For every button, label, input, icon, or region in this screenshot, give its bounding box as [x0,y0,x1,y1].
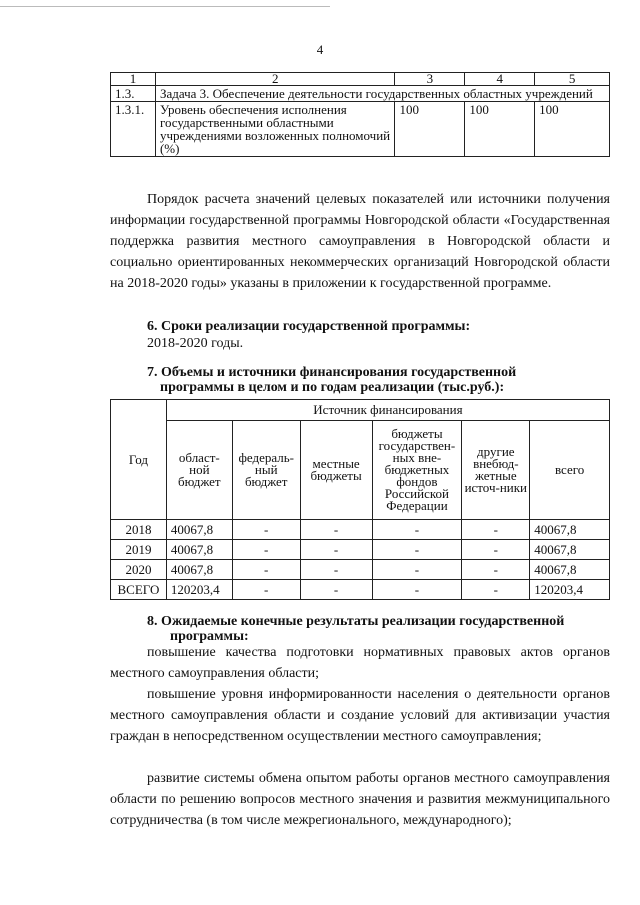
column-header-funds: бюджеты государствен-ных вне-бюджетных фондов Российской Федерации [372,421,462,520]
column-header-total: всего [530,421,610,520]
table-row [111,102,610,157]
other-cell: - [462,580,530,600]
value-2018: 100 [395,102,465,157]
total-cell: 40067,8 [530,520,610,540]
other-cell: - [462,540,530,560]
table-row-total [111,580,610,600]
total-cell: 40067,8 [530,560,610,580]
year-cell: 2019 [111,540,167,560]
table-row [111,520,610,540]
funds-cell: - [372,540,462,560]
table-row [111,86,610,102]
local-cell: - [300,580,372,600]
source-header: Источник финансирования [166,400,609,421]
section6-text: 2018-2020 годы. [147,336,244,351]
task-text: Задача 3. Обеспечение деятельности государственных областных учреждений [155,86,609,102]
section6-heading: 6. Сроки реализации государственной программы: [147,319,471,334]
header-cell: 3 [395,73,465,86]
row-number: 1.3.1. [111,102,156,157]
total-cell: 120203,4 [530,580,610,600]
regional-cell: 40067,8 [166,540,232,560]
column-header-other: другие внебюд-жетные источ-ники [462,421,530,520]
header-cell: 4 [465,73,535,86]
scan-top-line [0,6,330,7]
local-cell: - [300,520,372,540]
regional-cell: 120203,4 [166,580,232,600]
header-cell: 2 [155,73,395,86]
result-item: повышение качества подготовки нормативных правовых актов органов местного самоуправления области; [110,645,610,681]
section7-heading-line2: программы в целом и по годам реализации (тыс.руб.): [160,380,505,395]
column-header-regional: област-ной бюджет [166,421,232,520]
column-header-local: местные бюджеты [300,421,372,520]
regional-cell: 40067,8 [166,520,232,540]
other-cell: - [462,560,530,580]
section8-heading-line2: программы: [170,629,249,644]
local-cell: - [300,540,372,560]
funds-cell: - [372,560,462,580]
funds-cell: - [372,520,462,540]
year-cell: 2018 [111,520,167,540]
header-cell: 1 [111,73,156,86]
result-item: повышение уровня информированности населения о деятельности органов местного самоуправления области и создание условий для активизации участия граждан в непосредственном осуществлении местного самоуправления; [110,687,610,744]
paragraph-calculation-order: Порядок расчета значений целевых показателей или источники получения информации государственной программы Новгородской области «Государственная поддержка развития местного самоуправления в Новгородской области и социально ориентированных некоммерческих организаций Новгородской области на 2018-2020 годы» указаны в приложении к государственной программе. [110,192,610,291]
table-row [111,540,610,560]
indicators-table [110,72,610,157]
total-cell: 40067,8 [530,540,610,560]
federal-cell: - [232,580,300,600]
header-cell: 5 [535,73,610,86]
funds-cell: - [372,580,462,600]
page-number: 4 [316,42,324,57]
year-header: Год [111,400,167,520]
value-2020: 100 [535,102,610,157]
year-cell: ВСЕГО [111,580,167,600]
result-item: развитие системы обмена опытом работы органов местного самоуправления области по решению вопросов местного значения и развития межмуниципального сотрудничества (в том числе межрегионального, международного); [110,771,610,828]
table-header-row [111,400,610,421]
federal-cell: - [232,560,300,580]
row-number: 1.3. [111,86,156,102]
financing-table [110,399,610,600]
indicator-text: Уровень обеспечения исполнения государственными областными учреждениями возложенных полномочий (%) [155,102,395,157]
regional-cell: 40067,8 [166,560,232,580]
column-header-federal: федераль-ный бюджет [232,421,300,520]
other-cell: - [462,520,530,540]
table-header-row [111,421,610,520]
table-row [111,560,610,580]
section7-heading-line1: 7. Объемы и источники финансирования государственной [147,365,517,380]
value-2019: 100 [465,102,535,157]
federal-cell: - [232,520,300,540]
table-header-row [111,73,610,86]
section8-heading-line1: 8. Ожидаемые конечные результаты реализации государственной [147,614,565,629]
federal-cell: - [232,540,300,560]
local-cell: - [300,560,372,580]
year-cell: 2020 [111,560,167,580]
